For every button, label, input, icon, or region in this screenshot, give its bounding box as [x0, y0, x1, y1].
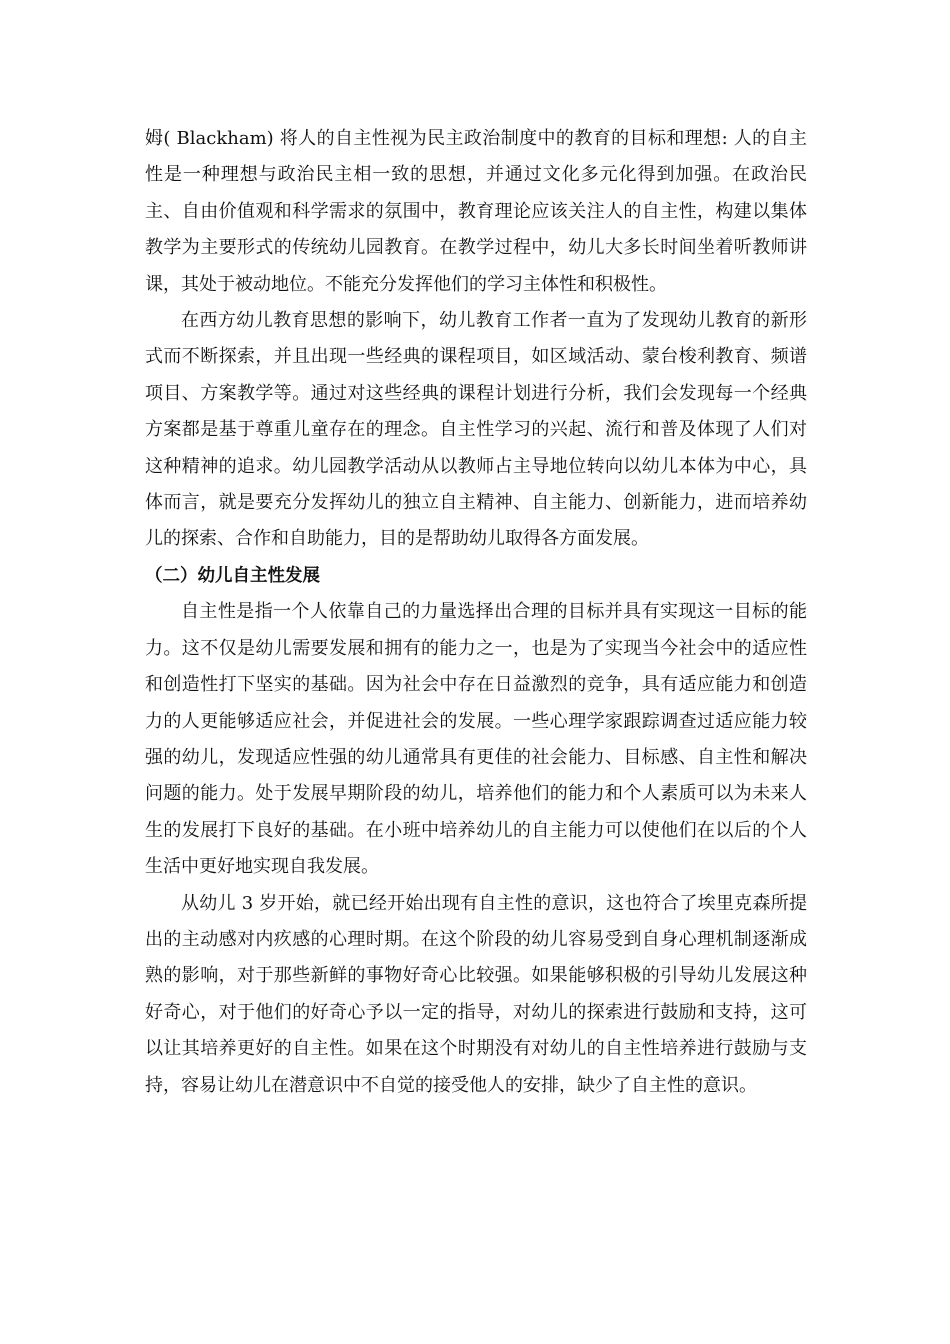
document-page	[145, 121, 807, 1104]
paragraph-autonomy-democracy: 姆( Blackham) 将人的自主性视为民主政治制度中的教育的目标和理想: 人的自主性是一种理想与政治民主相一致的思想，并通过文化多元化得到加强。在政治民主、自由价值观和科学需求的氛围中，教育理论应该关注人的自主性，构建以集体教学为主要形式的传统幼儿园教育。在教学过程中，幼儿大多长时间坐着听教师讲课，其处于被动地位。不能充分发挥他们的学习主体性和积极性。	[145, 128, 807, 295]
paragraph-western-influence: 在西方幼儿教育思想的影响下，幼儿教育工作者一直为了发现幼儿教育的新形式而不断探索，并且出现一些经典的课程项目，如区域活动、蒙台梭利教育、频谱项目、方案教学等。通过对这些经典的课程计划进行分析，我们会发现每一个经典方案都是基于尊重儿童存在的理念。自主性学习的兴起、流行和普及体现了人们对这种精神的追求。幼儿园教学活动从以教师占主导地位转向以幼儿本体为中心，具体而言，就是要充分发挥幼儿的独立自主精神、自主能力、创新能力，进而培养幼儿的探索、合作和自助能力，目的是帮助幼儿取得各方面发展。	[145, 310, 807, 550]
paragraph-age-three: 从幼儿 3 岁开始，就已经开始出现有自主性的意识，这也符合了埃里克森所提出的主动感对内疚感的心理时期。在这个阶段的幼儿容易受到自身心理机制逐渐成熟的影响，对于那些新鲜的事物好奇心比较强。如果能够积极的引导幼儿发展这种好奇心，对于他们的好奇心予以一定的指导，对幼儿的探索进行鼓励和支持，这可以让其培养更好的自主性。如果在这个时期没有对幼儿的自主性培养进行鼓励与支持，容易让幼儿在潜意识中不自觉的接受他人的安排，缺少了自主性的意识。	[145, 892, 807, 1096]
section-heading: （二）幼儿自主性发展	[145, 565, 320, 586]
paragraph-autonomy-definition: 自主性是指一个人依靠自己的力量选择出合理的目标并具有实现这一目标的能力。这不仅是幼儿需要发展和拥有的能力之一，也是为了实现当今社会中的适应性和创造性打下坚实的基础。因为社会中存在日益激烈的竞争，具有适应能力和创造力的人更能够适应社会，并促进社会的发展。一些心理学家跟踪调查过适应能力较强的幼儿，发现适应性强的幼儿通常具有更佳的社会能力、目标感、自主性和解决问题的能力。处于发展早期阶段的幼儿，培养他们的能力和个人素质可以为未来人生的发展打下良好的基础。在小班中培养幼儿的自主能力可以使他们在以后的个人生活中更好地实现自我发展。	[145, 601, 807, 878]
